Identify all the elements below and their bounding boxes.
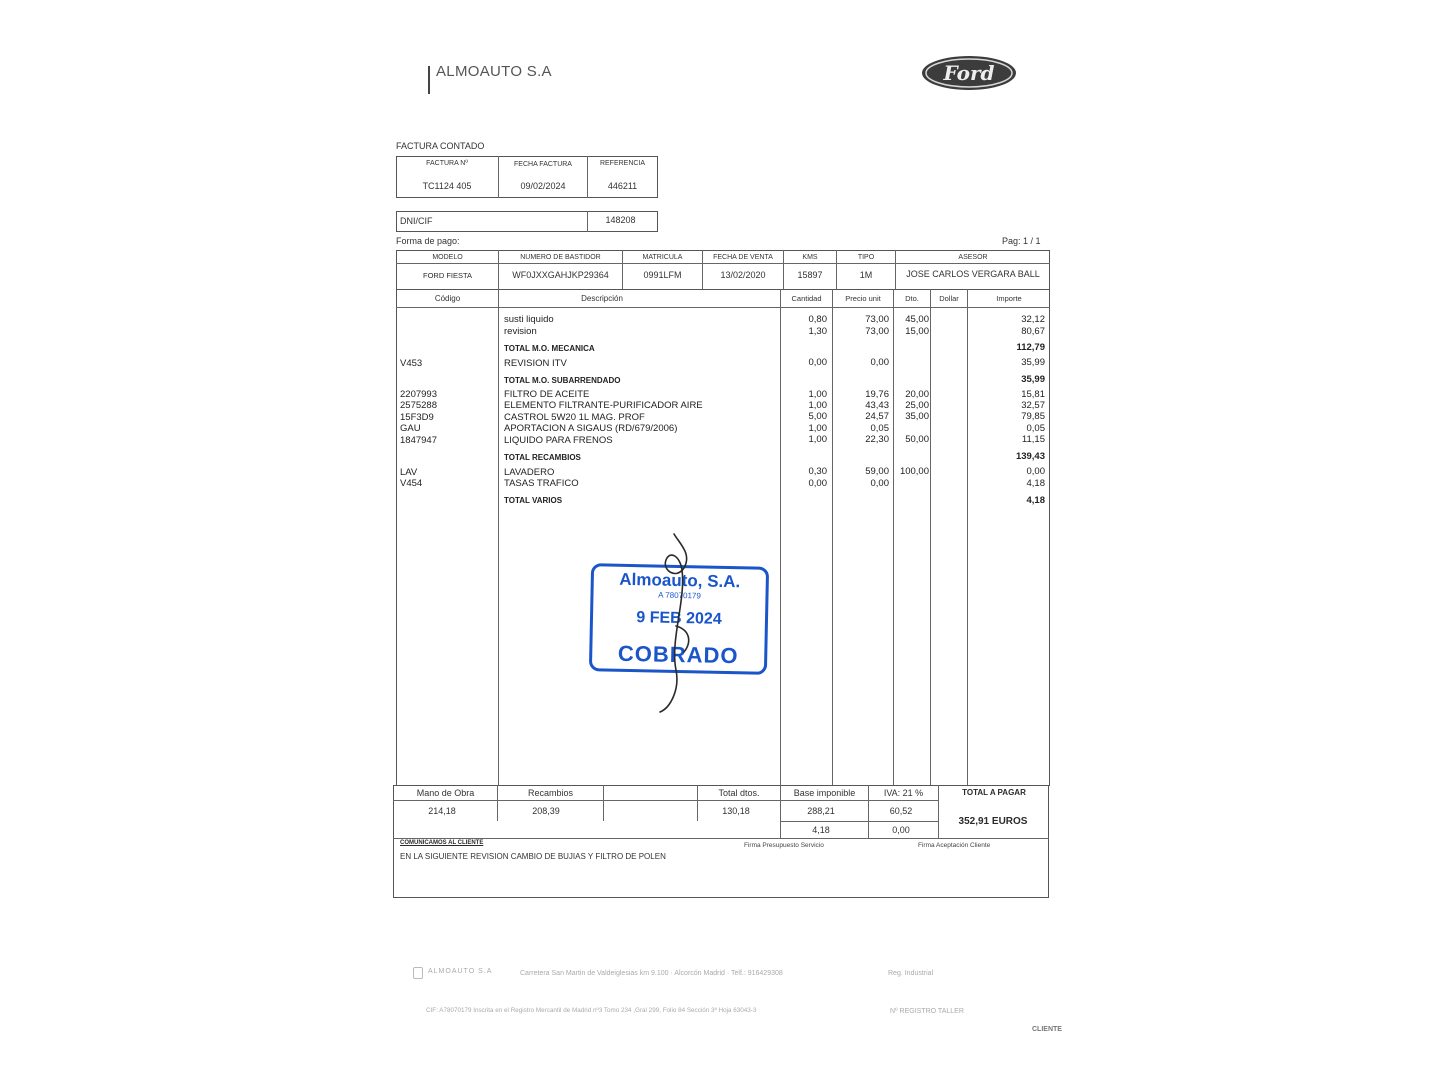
line-code: V454: [400, 478, 423, 489]
amount-header: Importe: [996, 294, 1022, 303]
stamp-date: 9 FEB 2024: [636, 609, 722, 628]
line-amount: 0,05: [1026, 423, 1045, 434]
plate-value: 0991LFM: [643, 270, 682, 280]
subtotal-amount: 35,99: [1021, 374, 1045, 385]
line-code: 2575288: [400, 400, 437, 411]
line-code: 2207993: [400, 389, 437, 400]
line-desc: LIQUIDO PARA FRENOS: [504, 435, 613, 446]
discount-header: Dto.: [905, 294, 919, 303]
labour-label: Mano de Obra: [416, 788, 475, 798]
line-qty: 1,00: [808, 389, 827, 400]
plate-label: MATRICULA: [642, 254, 683, 261]
line-amount: 11,15: [1021, 434, 1045, 445]
line-qty: 5,00: [808, 411, 827, 422]
line-price: 59,00: [865, 466, 889, 477]
client-id-label: DNI/CIF: [400, 216, 433, 226]
tax-base-label: Base imponible: [793, 788, 856, 798]
company-logo-bar: [428, 66, 430, 94]
invoice-number-label: FACTURA Nº: [426, 160, 468, 167]
vat-amount-1: 60,52: [889, 806, 913, 816]
subtotal-amount: 112,79: [1016, 342, 1045, 353]
subtotal-label: TOTAL M.O. SUBARRENDADO: [504, 376, 621, 385]
line-qty: 1,00: [808, 400, 827, 411]
line-amount: 0,00: [1026, 466, 1045, 477]
vat-amount-2: 0,00: [892, 825, 910, 835]
code-header: Código: [434, 294, 461, 303]
footer-address: Carretera San Martin de Valdeiglesias km 9.100 · Alcorcón Madrid · Telf.: 916429308: [520, 970, 783, 977]
stamp-cif: A 78070179: [658, 590, 701, 601]
discounts-total: 130,18: [722, 806, 750, 816]
invoice-number: TC1124 405: [422, 181, 472, 191]
document-type: FACTURA CONTADO: [396, 141, 485, 151]
invoice-date-label: FECHA FACTURA: [514, 161, 572, 168]
line-code: 1847947: [400, 435, 437, 446]
ford-logo-text: Ford: [943, 61, 995, 85]
footer-industrial-register: Reg. Industrial: [888, 970, 934, 977]
line-desc: CASTROL 5W20 1L MAG. PROF: [504, 412, 645, 423]
line-price: 73,00: [865, 314, 889, 325]
client-signature-label: Firma Aceptación Cliente: [918, 842, 991, 849]
footer-logo-icon: [413, 967, 423, 979]
handwritten-signature: [640, 530, 720, 720]
line-qty: 0,00: [808, 478, 827, 489]
company-name: ALMOAUTO S.A: [436, 63, 552, 80]
line-price: 19,76: [865, 389, 889, 400]
stamp-status: COBRADO: [617, 640, 739, 669]
vat-label: IVA: 21 %: [883, 788, 924, 798]
line-desc: TASAS TRAFICO: [504, 478, 579, 489]
line-dto: 45,00: [905, 314, 929, 325]
unit-price-header: Precio unit: [845, 294, 881, 303]
reference-value: 446211: [607, 181, 638, 191]
subtotal-label: TOTAL RECAMBIOS: [504, 453, 581, 462]
line-dto: 15,00: [905, 326, 929, 337]
line-amount: 32,57: [1021, 400, 1045, 411]
line-qty: 1,30: [808, 326, 827, 337]
advisor-label: ASESOR: [958, 254, 988, 261]
line-desc: revision: [504, 326, 537, 337]
line-amount: 4,18: [1026, 478, 1045, 489]
client-notice-heading: COMUNICAMOS AL CLIENTE: [400, 840, 484, 846]
client-notice-text: EN LA SIGUIENTE REVISION CAMBIO DE BUJIAS Y FILTRO DE POLEN: [400, 852, 666, 861]
labour-total: 214,18: [428, 806, 456, 816]
sale-date-label: FECHA DE VENTA: [713, 254, 773, 261]
model-value: FORD FIESTA: [422, 271, 473, 280]
line-items-table: [396, 289, 1050, 786]
line-dto: 50,00: [905, 434, 929, 445]
chassis-value: WF0JXXGAHJKP29364: [512, 270, 609, 280]
line-code: LAV: [400, 467, 418, 478]
line-qty: 0,80: [808, 314, 827, 325]
line-dto: 25,00: [905, 400, 929, 411]
line-qty: 0,30: [808, 466, 827, 477]
type-label: TIPO: [857, 254, 875, 261]
line-desc: APORTACION A SIGAUS (RD/679/2006): [504, 423, 678, 434]
dollar-header: Dollar: [939, 294, 959, 303]
discounts-label: Total dtos.: [718, 788, 760, 798]
line-amount: 15,81: [1021, 389, 1045, 400]
line-dto: 35,00: [905, 411, 929, 422]
subtotal-amount: 4,18: [1026, 495, 1045, 506]
payment-method-label: Forma de pago:: [396, 236, 460, 246]
line-desc: ELEMENTO FILTRANTE-PURIFICADOR AIRE: [504, 400, 703, 411]
line-amount: 79,85: [1021, 411, 1045, 422]
line-price: 24,57: [865, 411, 889, 422]
footer-company: ALMOAUTO S.A: [428, 968, 493, 975]
line-price: 0,05: [870, 423, 889, 434]
kms-value: 15897: [797, 270, 823, 280]
line-desc: susti liquido: [504, 314, 554, 325]
subtotal-amount: 139,43: [1015, 451, 1045, 462]
service-signature-label: Firma Presupuesto Servicio: [744, 842, 824, 849]
line-price: 0,00: [870, 478, 889, 489]
sale-date-value: 13/02/2020: [720, 270, 766, 280]
footer-registration: CIF: A78070179 Inscrita en el Registro Mercantil de Madrid nº3 Tomo 234 ,Gral 299, Folio 84 Sección 3ª Hoja 63043-3: [426, 1007, 757, 1014]
line-dto: 20,00: [905, 389, 929, 400]
grand-total: 352,91 EUROS: [958, 816, 1028, 827]
footer-workshop-register: Nº REGISTRO TALLER: [890, 1008, 964, 1015]
line-code: GAU: [400, 423, 421, 434]
copy-label: CLIENTE: [1032, 1026, 1062, 1033]
kms-label: KMS: [802, 254, 818, 261]
client-id-value: 148208: [605, 215, 636, 225]
line-price: 0,00: [870, 357, 889, 368]
line-qty: 1,00: [808, 423, 827, 434]
ford-logo: [920, 54, 1018, 92]
line-price: 73,00: [865, 326, 889, 337]
stamp-company: Almoauto, S.A.: [619, 569, 741, 592]
model-label: MODELO: [432, 254, 463, 261]
description-header: Descripción: [581, 294, 623, 303]
line-qty: 0,00: [808, 357, 827, 368]
line-code: V453: [400, 358, 423, 369]
line-amount: 35,99: [1021, 357, 1045, 368]
line-dto: 100,00: [899, 466, 929, 477]
parts-label: Recambios: [527, 788, 574, 798]
tax-base-2: 4,18: [812, 825, 830, 835]
line-desc: FILTRO DE ACEITE: [504, 389, 590, 400]
advisor-value: JOSE CARLOS VERGARA BALL: [906, 269, 1040, 279]
invoice-date: 09/02/2024: [520, 181, 566, 191]
type-value: 1M: [859, 270, 873, 280]
reference-label: REFERENCIA: [599, 160, 646, 167]
chassis-label: NUMERO DE BASTIDOR: [520, 254, 601, 261]
line-amount: 32,12: [1021, 314, 1045, 325]
line-qty: 1,00: [808, 434, 827, 445]
parts-total: 208,39: [532, 806, 560, 816]
line-amount: 80,67: [1021, 326, 1045, 337]
tax-base-1: 288,21: [807, 806, 835, 816]
line-desc: LAVADERO: [504, 467, 555, 478]
line-price: 43,43: [865, 400, 889, 411]
quantity-header: Cantidad: [791, 294, 822, 303]
page-indicator: Pag: 1 / 1: [1002, 236, 1041, 246]
subtotal-label: TOTAL M.O. MECANICA: [504, 344, 595, 353]
subtotal-label: TOTAL VARIOS: [504, 496, 563, 505]
line-price: 22,30: [865, 434, 889, 445]
total-to-pay-label: TOTAL A PAGAR: [962, 788, 1026, 797]
line-desc: REVISION ITV: [504, 358, 567, 369]
line-code: 15F3D9: [400, 412, 434, 423]
